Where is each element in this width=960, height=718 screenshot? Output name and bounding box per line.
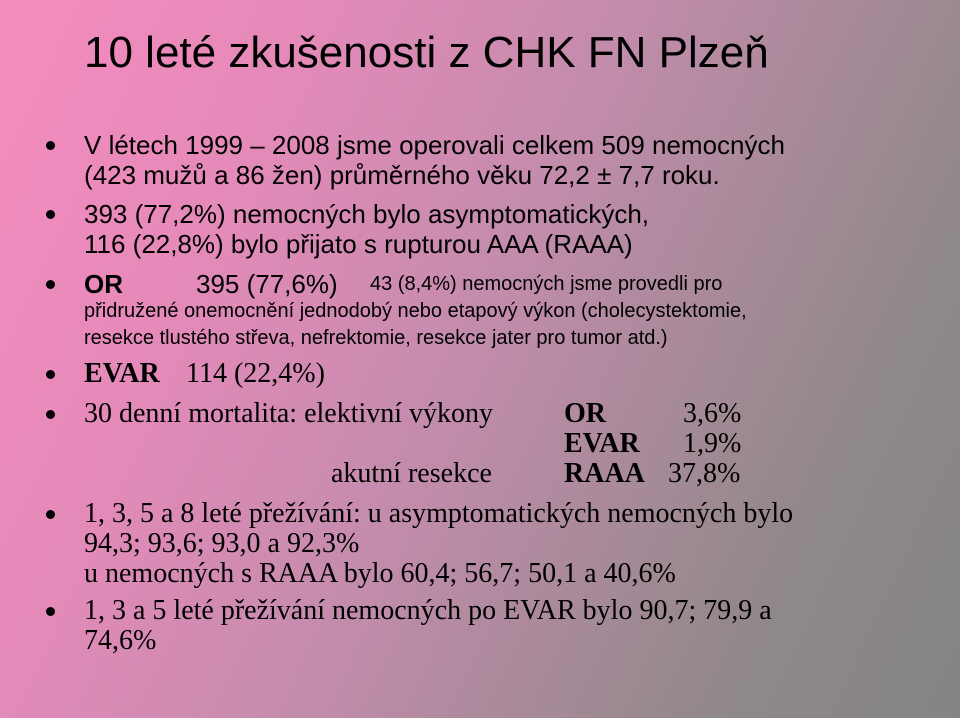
- b3-line1-rest: 43 (8,4%) nemocných jsme provedli pro: [370, 273, 723, 295]
- bullet-dot: [46, 370, 55, 379]
- b5-row2-value: 1,9%: [683, 428, 742, 459]
- b2-line1: 393 (77,2%) nemocných bylo asymptomatických,: [84, 199, 650, 229]
- b3-line2: přidružené onemocnění jednodobý nebo etapový výkon (cholecystektomie,: [84, 300, 747, 322]
- b5-row3-prefix: akutní resekce: [331, 458, 492, 489]
- b5-row3-label: RAAA: [564, 458, 645, 489]
- b6-line2: 94,3; 93,6; 93,0 a 92,3%: [84, 528, 360, 559]
- b1-line2: (423 mužů a 86 žen) průměrného věku 72,2 ± 7,7 roku.: [84, 160, 720, 190]
- b5-row2-label: EVAR: [564, 428, 640, 459]
- b7-line1: 1, 3 a 5 leté přežívání nemocných po EVAR bylo 90,7; 79,9 a: [84, 595, 772, 626]
- b5-row1-value: 3,6%: [683, 398, 742, 429]
- bullet-dot: [46, 141, 55, 150]
- b6-line1: 1, 3, 5 a 8 leté přežívání: u asymptomatických nemocných bylo: [84, 498, 794, 529]
- b4-label: EVAR: [84, 358, 160, 389]
- b5-row3-value: 37,8%: [668, 458, 741, 489]
- b5-prefix: 30 denní mortalita: elektivní výkony: [84, 398, 494, 429]
- b3-count: 395 (77,6%): [196, 269, 338, 299]
- b4-count: 114 (22,4%): [186, 358, 325, 389]
- bullet-dot: [46, 280, 55, 289]
- b1-line1: V létech 1999 – 2008 jsme operovali celkem 509 nemocných: [84, 130, 785, 160]
- bullet-dot: [46, 410, 55, 419]
- b5-row1-label: OR: [564, 398, 606, 429]
- b2-line2: 116 (22,8%) bylo přijato s rupturou AAA (RAAA): [84, 229, 633, 259]
- bullet-dot: [46, 510, 55, 519]
- b7-line2: 74,6%: [84, 625, 157, 656]
- b3-label: OR: [84, 269, 123, 299]
- bullet-dot: [46, 607, 55, 616]
- b6-line3: u nemocných s RAAA bylo 60,4; 56,7; 50,1 a 40,6%: [84, 558, 676, 589]
- b3-line3: resekce tlustého střeva, nefrektomie, resekce jater pro tumor atd.): [84, 327, 668, 349]
- slide-title: 10 leté zkušenosti z CHK FN Plzeň: [84, 28, 769, 77]
- bullet-dot: [46, 210, 55, 219]
